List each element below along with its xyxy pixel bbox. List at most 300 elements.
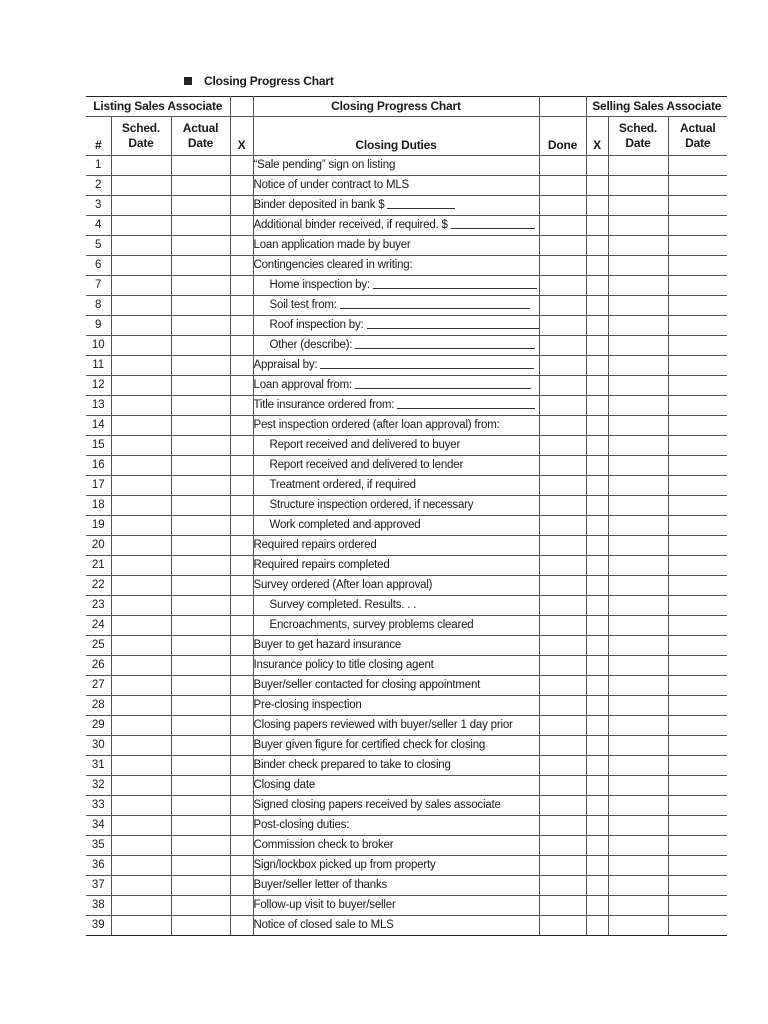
listing-actual-date-cell[interactable] <box>171 316 230 336</box>
done-cell[interactable] <box>539 496 586 516</box>
listing-x-cell[interactable] <box>230 816 253 836</box>
selling-x-cell[interactable] <box>586 816 608 836</box>
done-cell[interactable] <box>539 376 586 396</box>
selling-actual-date-cell[interactable] <box>668 316 727 336</box>
listing-x-cell[interactable] <box>230 856 253 876</box>
selling-sched-date-cell[interactable] <box>608 636 668 656</box>
listing-actual-date-cell[interactable] <box>171 176 230 196</box>
selling-actual-date-cell[interactable] <box>668 736 727 756</box>
selling-sched-date-cell[interactable] <box>608 176 668 196</box>
done-cell[interactable] <box>539 456 586 476</box>
listing-sched-date-cell[interactable] <box>111 776 171 796</box>
listing-sched-date-cell[interactable] <box>111 616 171 636</box>
listing-sched-date-cell[interactable] <box>111 516 171 536</box>
listing-actual-date-cell[interactable] <box>171 596 230 616</box>
fill-in-blank-line[interactable] <box>387 197 455 209</box>
listing-actual-date-cell[interactable] <box>171 616 230 636</box>
listing-x-cell[interactable] <box>230 256 253 276</box>
listing-actual-date-cell[interactable] <box>171 456 230 476</box>
listing-x-cell[interactable] <box>230 916 253 936</box>
done-cell[interactable] <box>539 676 586 696</box>
done-cell[interactable] <box>539 176 586 196</box>
selling-x-cell[interactable] <box>586 436 608 456</box>
done-cell[interactable] <box>539 536 586 556</box>
listing-actual-date-cell[interactable] <box>171 756 230 776</box>
listing-x-cell[interactable] <box>230 396 253 416</box>
selling-actual-date-cell[interactable] <box>668 236 727 256</box>
listing-sched-date-cell[interactable] <box>111 916 171 936</box>
selling-sched-date-cell[interactable] <box>608 416 668 436</box>
done-cell[interactable] <box>539 196 586 216</box>
selling-sched-date-cell[interactable] <box>608 916 668 936</box>
selling-actual-date-cell[interactable] <box>668 436 727 456</box>
done-cell[interactable] <box>539 476 586 496</box>
selling-sched-date-cell[interactable] <box>608 316 668 336</box>
fill-in-blank-line[interactable] <box>320 357 534 369</box>
selling-x-cell[interactable] <box>586 556 608 576</box>
listing-x-cell[interactable] <box>230 516 253 536</box>
listing-x-cell[interactable] <box>230 176 253 196</box>
listing-sched-date-cell[interactable] <box>111 296 171 316</box>
table-row <box>86 196 727 216</box>
listing-actual-date-cell[interactable] <box>171 496 230 516</box>
listing-actual-date-cell[interactable] <box>171 776 230 796</box>
fill-in-blank-line[interactable] <box>355 337 535 349</box>
selling-x-cell[interactable] <box>586 336 608 356</box>
listing-actual-date-cell[interactable] <box>171 916 230 936</box>
selling-actual-date-cell[interactable] <box>668 476 727 496</box>
listing-x-cell[interactable] <box>230 416 253 436</box>
listing-actual-date-cell[interactable] <box>171 236 230 256</box>
row-number: 26 <box>86 656 111 676</box>
listing-sched-date-cell[interactable] <box>111 456 171 476</box>
selling-sched-date-cell[interactable] <box>608 236 668 256</box>
selling-sched-date-cell[interactable] <box>608 216 668 236</box>
selling-x-cell[interactable] <box>586 756 608 776</box>
listing-sched-date-cell[interactable] <box>111 376 171 396</box>
selling-actual-date-cell[interactable] <box>668 696 727 716</box>
listing-sched-date-cell[interactable] <box>111 696 171 716</box>
selling-x-cell[interactable] <box>586 276 608 296</box>
listing-sched-date-cell[interactable] <box>111 736 171 756</box>
listing-x-cell[interactable] <box>230 636 253 656</box>
selling-sched-date-cell[interactable] <box>608 256 668 276</box>
listing-x-cell[interactable] <box>230 656 253 676</box>
done-cell[interactable] <box>539 276 586 296</box>
selling-x-cell[interactable] <box>586 596 608 616</box>
table-row <box>86 236 727 256</box>
listing-actual-date-cell[interactable] <box>171 796 230 816</box>
listing-actual-date-cell[interactable] <box>171 676 230 696</box>
listing-x-cell[interactable] <box>230 896 253 916</box>
closing-duty-cell <box>253 556 539 576</box>
listing-x-cell[interactable] <box>230 676 253 696</box>
listing-actual-date-cell[interactable] <box>171 896 230 916</box>
selling-sched-date-cell[interactable] <box>608 536 668 556</box>
selling-sched-date-cell[interactable] <box>608 436 668 456</box>
selling-actual-date-cell[interactable] <box>668 256 727 276</box>
done-cell[interactable] <box>539 236 586 256</box>
done-cell[interactable] <box>539 736 586 756</box>
listing-x-cell[interactable] <box>230 476 253 496</box>
selling-sched-date-cell[interactable] <box>608 476 668 496</box>
listing-sched-date-cell[interactable] <box>111 336 171 356</box>
selling-actual-date-cell[interactable] <box>668 636 727 656</box>
selling-x-cell[interactable] <box>586 176 608 196</box>
selling-actual-date-cell[interactable] <box>668 896 727 916</box>
selling-actual-date-cell[interactable] <box>668 916 727 936</box>
closing-duty-text: Roof inspection by: <box>269 319 364 331</box>
selling-sched-date-cell[interactable] <box>608 656 668 676</box>
listing-x-cell[interactable] <box>230 196 253 216</box>
listing-actual-date-cell[interactable] <box>171 696 230 716</box>
selling-actual-date-cell[interactable] <box>668 416 727 436</box>
selling-actual-date-cell[interactable] <box>668 456 727 476</box>
listing-sched-date-cell[interactable] <box>111 216 171 236</box>
selling-x-cell[interactable] <box>586 796 608 816</box>
selling-actual-date-cell[interactable] <box>668 396 727 416</box>
listing-actual-date-cell[interactable] <box>171 436 230 456</box>
done-cell[interactable] <box>539 896 586 916</box>
listing-x-cell[interactable] <box>230 756 253 776</box>
selling-x-cell[interactable] <box>586 296 608 316</box>
done-cell[interactable] <box>539 876 586 896</box>
fill-in-blank-line[interactable] <box>367 317 539 329</box>
closing-duty-cell <box>253 316 539 336</box>
row-number: 10 <box>86 336 111 356</box>
selling-actual-date-cell[interactable] <box>668 296 727 316</box>
listing-sched-date-cell[interactable] <box>111 436 171 456</box>
selling-x-cell[interactable] <box>586 676 608 696</box>
listing-sched-date-cell[interactable] <box>111 156 171 176</box>
selling-actual-date-cell[interactable] <box>668 276 727 296</box>
listing-actual-date-cell[interactable] <box>171 816 230 836</box>
selling-sched-date-cell[interactable] <box>608 576 668 596</box>
selling-actual-date-cell[interactable] <box>668 176 727 196</box>
listing-actual-date-cell[interactable] <box>171 336 230 356</box>
done-cell[interactable] <box>539 636 586 656</box>
listing-sched-date-cell[interactable] <box>111 816 171 836</box>
selling-actual-date-cell[interactable] <box>668 516 727 536</box>
selling-sched-date-cell[interactable] <box>608 796 668 816</box>
done-cell[interactable] <box>539 256 586 276</box>
listing-sched-date-cell[interactable] <box>111 756 171 776</box>
table-row <box>86 536 727 556</box>
done-cell[interactable] <box>539 156 586 176</box>
done-cell[interactable] <box>539 316 586 336</box>
closing-duty-cell <box>253 776 539 796</box>
listing-actual-date-cell[interactable] <box>171 216 230 236</box>
fill-in-blank-line[interactable] <box>451 217 535 229</box>
row-number: 15 <box>86 436 111 456</box>
listing-x-cell[interactable] <box>230 336 253 356</box>
selling-actual-date-cell[interactable] <box>668 196 727 216</box>
done-cell[interactable] <box>539 616 586 636</box>
listing-x-cell[interactable] <box>230 576 253 596</box>
selling-sched-date-cell[interactable] <box>608 696 668 716</box>
selling-sched-date-cell[interactable] <box>608 196 668 216</box>
table-row <box>86 456 727 476</box>
listing-actual-date-cell[interactable] <box>171 376 230 396</box>
done-cell[interactable] <box>539 796 586 816</box>
selling-x-cell[interactable] <box>586 496 608 516</box>
selling-actual-date-cell[interactable] <box>668 716 727 736</box>
selling-actual-date-cell[interactable] <box>668 536 727 556</box>
listing-sched-date-cell[interactable] <box>111 476 171 496</box>
listing-x-cell[interactable] <box>230 796 253 816</box>
selling-x-cell[interactable] <box>586 156 608 176</box>
selling-x-cell[interactable] <box>586 376 608 396</box>
selling-actual-date-cell[interactable] <box>668 836 727 856</box>
done-cell[interactable] <box>539 396 586 416</box>
listing-x-cell[interactable] <box>230 356 253 376</box>
listing-x-cell[interactable] <box>230 536 253 556</box>
listing-sched-date-cell[interactable] <box>111 256 171 276</box>
fill-in-blank-line[interactable] <box>397 397 535 409</box>
selling-actual-date-cell[interactable] <box>668 356 727 376</box>
listing-x-cell[interactable] <box>230 716 253 736</box>
listing-sched-date-cell[interactable] <box>111 556 171 576</box>
selling-x-cell[interactable] <box>586 616 608 636</box>
selling-sched-date-cell[interactable] <box>608 716 668 736</box>
listing-x-cell[interactable] <box>230 296 253 316</box>
selling-actual-date-cell[interactable] <box>668 556 727 576</box>
selling-sched-date-cell[interactable] <box>608 336 668 356</box>
listing-x-cell[interactable] <box>230 436 253 456</box>
listing-actual-date-cell[interactable] <box>171 196 230 216</box>
selling-x-cell[interactable] <box>586 636 608 656</box>
done-cell[interactable] <box>539 836 586 856</box>
selling-x-cell[interactable] <box>586 776 608 796</box>
selling-actual-date-cell[interactable] <box>668 776 727 796</box>
selling-sched-date-cell[interactable] <box>608 376 668 396</box>
done-cell[interactable] <box>539 216 586 236</box>
listing-actual-date-cell[interactable] <box>171 356 230 376</box>
selling-x-cell[interactable] <box>586 876 608 896</box>
done-cell[interactable] <box>539 576 586 596</box>
selling-x-cell[interactable] <box>586 356 608 376</box>
selling-actual-date-cell[interactable] <box>668 816 727 836</box>
selling-sched-date-cell[interactable] <box>608 836 668 856</box>
selling-sched-date-cell[interactable] <box>608 456 668 476</box>
closing-duty-text: Buyer to get hazard insurance <box>253 639 402 651</box>
selling-sched-date-cell[interactable] <box>608 616 668 636</box>
selling-x-cell[interactable] <box>586 896 608 916</box>
done-cell[interactable] <box>539 436 586 456</box>
done-cell[interactable] <box>539 856 586 876</box>
listing-sched-date-cell[interactable] <box>111 396 171 416</box>
selling-sched-date-cell[interactable] <box>608 596 668 616</box>
listing-actual-date-cell[interactable] <box>171 476 230 496</box>
selling-sched-date-cell[interactable] <box>608 296 668 316</box>
selling-x-cell[interactable] <box>586 716 608 736</box>
listing-sched-date-cell[interactable] <box>111 636 171 656</box>
listing-actual-date-cell[interactable] <box>171 536 230 556</box>
selling-x-cell[interactable] <box>586 856 608 876</box>
listing-actual-date-cell[interactable] <box>171 836 230 856</box>
fill-in-blank-line[interactable] <box>373 277 537 289</box>
listing-actual-date-cell[interactable] <box>171 296 230 316</box>
listing-sched-date-cell[interactable] <box>111 536 171 556</box>
listing-actual-date-cell[interactable] <box>171 736 230 756</box>
listing-actual-date-cell[interactable] <box>171 556 230 576</box>
selling-x-cell[interactable] <box>586 456 608 476</box>
selling-sched-date-cell[interactable] <box>608 856 668 876</box>
selling-actual-date-cell[interactable] <box>668 156 727 176</box>
listing-actual-date-cell[interactable] <box>171 656 230 676</box>
listing-x-cell[interactable] <box>230 496 253 516</box>
listing-x-cell[interactable] <box>230 236 253 256</box>
listing-sched-date-cell[interactable] <box>111 236 171 256</box>
listing-x-cell[interactable] <box>230 456 253 476</box>
selling-x-cell[interactable] <box>586 416 608 436</box>
listing-actual-date-cell[interactable] <box>171 416 230 436</box>
listing-sched-date-cell[interactable] <box>111 836 171 856</box>
listing-actual-date-cell[interactable] <box>171 516 230 536</box>
row-number: 23 <box>86 596 111 616</box>
listing-sched-date-cell[interactable] <box>111 496 171 516</box>
selling-sched-date-cell[interactable] <box>608 756 668 776</box>
done-cell[interactable] <box>539 416 586 436</box>
listing-x-cell[interactable] <box>230 616 253 636</box>
listing-x-cell[interactable] <box>230 776 253 796</box>
closing-duty-cell <box>253 156 539 176</box>
done-cell[interactable] <box>539 296 586 316</box>
closing-duty-cell <box>253 376 539 396</box>
selling-actual-date-cell[interactable] <box>668 596 727 616</box>
listing-sched-date-cell[interactable] <box>111 896 171 916</box>
selling-sched-date-cell[interactable] <box>608 276 668 296</box>
selling-sched-date-cell[interactable] <box>608 156 668 176</box>
listing-sched-date-cell[interactable] <box>111 356 171 376</box>
done-cell[interactable] <box>539 516 586 536</box>
done-cell[interactable] <box>539 336 586 356</box>
listing-x-cell[interactable] <box>230 556 253 576</box>
fill-in-blank-line[interactable] <box>340 297 530 309</box>
listing-sched-date-cell[interactable] <box>111 716 171 736</box>
selling-actual-date-cell[interactable] <box>668 676 727 696</box>
done-cell[interactable] <box>539 756 586 776</box>
listing-sched-date-cell[interactable] <box>111 656 171 676</box>
listing-sched-date-cell[interactable] <box>111 876 171 896</box>
done-cell[interactable] <box>539 816 586 836</box>
selling-actual-date-cell[interactable] <box>668 856 727 876</box>
selling-actual-date-cell[interactable] <box>668 796 727 816</box>
listing-sched-date-cell[interactable] <box>111 576 171 596</box>
listing-sched-date-cell[interactable] <box>111 676 171 696</box>
selling-sched-date-cell[interactable] <box>608 736 668 756</box>
listing-x-cell[interactable] <box>230 876 253 896</box>
done-cell[interactable] <box>539 356 586 376</box>
selling-sched-date-cell[interactable] <box>608 496 668 516</box>
done-cell[interactable] <box>539 716 586 736</box>
listing-sched-date-cell[interactable] <box>111 276 171 296</box>
listing-sched-date-cell[interactable] <box>111 856 171 876</box>
selling-actual-date-cell[interactable] <box>668 756 727 776</box>
done-cell[interactable] <box>539 596 586 616</box>
selling-actual-date-cell[interactable] <box>668 376 727 396</box>
listing-x-cell[interactable] <box>230 276 253 296</box>
listing-actual-date-cell[interactable] <box>171 576 230 596</box>
row-number: 28 <box>86 696 111 716</box>
selling-sched-date-cell[interactable] <box>608 816 668 836</box>
selling-actual-date-cell[interactable] <box>668 216 727 236</box>
selling-actual-date-cell[interactable] <box>668 496 727 516</box>
listing-x-cell[interactable] <box>230 736 253 756</box>
listing-sched-date-cell[interactable] <box>111 316 171 336</box>
selling-x-cell[interactable] <box>586 536 608 556</box>
listing-x-cell[interactable] <box>230 156 253 176</box>
done-cell[interactable] <box>539 556 586 576</box>
listing-sched-date-cell[interactable] <box>111 196 171 216</box>
done-cell[interactable] <box>539 916 586 936</box>
listing-actual-date-cell[interactable] <box>171 716 230 736</box>
selling-sched-date-cell[interactable] <box>608 396 668 416</box>
selling-x-cell[interactable] <box>586 656 608 676</box>
selling-sched-date-cell[interactable] <box>608 876 668 896</box>
listing-sched-date-cell[interactable] <box>111 176 171 196</box>
selling-x-cell[interactable] <box>586 196 608 216</box>
listing-x-cell[interactable] <box>230 596 253 616</box>
listing-actual-date-cell[interactable] <box>171 276 230 296</box>
selling-actual-date-cell[interactable] <box>668 616 727 636</box>
selling-x-cell[interactable] <box>586 396 608 416</box>
listing-actual-date-cell[interactable] <box>171 156 230 176</box>
selling-x-cell[interactable] <box>586 236 608 256</box>
closing-duty-cell <box>253 276 539 296</box>
selling-sched-date-cell[interactable] <box>608 356 668 376</box>
listing-sched-date-cell[interactable] <box>111 416 171 436</box>
listing-actual-date-cell[interactable] <box>171 876 230 896</box>
selling-actual-date-cell[interactable] <box>668 576 727 596</box>
selling-actual-date-cell[interactable] <box>668 656 727 676</box>
selling-sched-date-cell[interactable] <box>608 516 668 536</box>
selling-x-cell[interactable] <box>586 576 608 596</box>
listing-sched-date-cell[interactable] <box>111 796 171 816</box>
selling-x-cell[interactable] <box>586 696 608 716</box>
closing-duty-cell <box>253 416 539 436</box>
listing-x-cell[interactable] <box>230 216 253 236</box>
selling-sched-date-cell[interactable] <box>608 676 668 696</box>
listing-actual-date-cell[interactable] <box>171 856 230 876</box>
listing-x-cell[interactable] <box>230 376 253 396</box>
done-cell[interactable] <box>539 656 586 676</box>
selling-x-cell[interactable] <box>586 916 608 936</box>
listing-actual-date-cell[interactable] <box>171 256 230 276</box>
selling-x-cell[interactable] <box>586 836 608 856</box>
listing-actual-date-cell[interactable] <box>171 396 230 416</box>
selling-x-cell[interactable] <box>586 476 608 496</box>
selling-x-cell[interactable] <box>586 736 608 756</box>
listing-sched-date-cell[interactable] <box>111 596 171 616</box>
done-cell[interactable] <box>539 696 586 716</box>
selling-sched-date-cell[interactable] <box>608 896 668 916</box>
selling-sched-date-cell[interactable] <box>608 776 668 796</box>
listing-x-cell[interactable] <box>230 696 253 716</box>
selling-x-cell[interactable] <box>586 256 608 276</box>
selling-x-cell[interactable] <box>586 516 608 536</box>
listing-x-cell[interactable] <box>230 836 253 856</box>
selling-x-cell[interactable] <box>586 316 608 336</box>
selling-x-cell[interactable] <box>586 216 608 236</box>
selling-actual-date-cell[interactable] <box>668 876 727 896</box>
selling-actual-date-cell[interactable] <box>668 336 727 356</box>
fill-in-blank-line[interactable] <box>355 377 531 389</box>
selling-sched-date-cell[interactable] <box>608 556 668 576</box>
listing-actual-date-cell[interactable] <box>171 636 230 656</box>
listing-x-cell[interactable] <box>230 316 253 336</box>
done-cell[interactable] <box>539 776 586 796</box>
